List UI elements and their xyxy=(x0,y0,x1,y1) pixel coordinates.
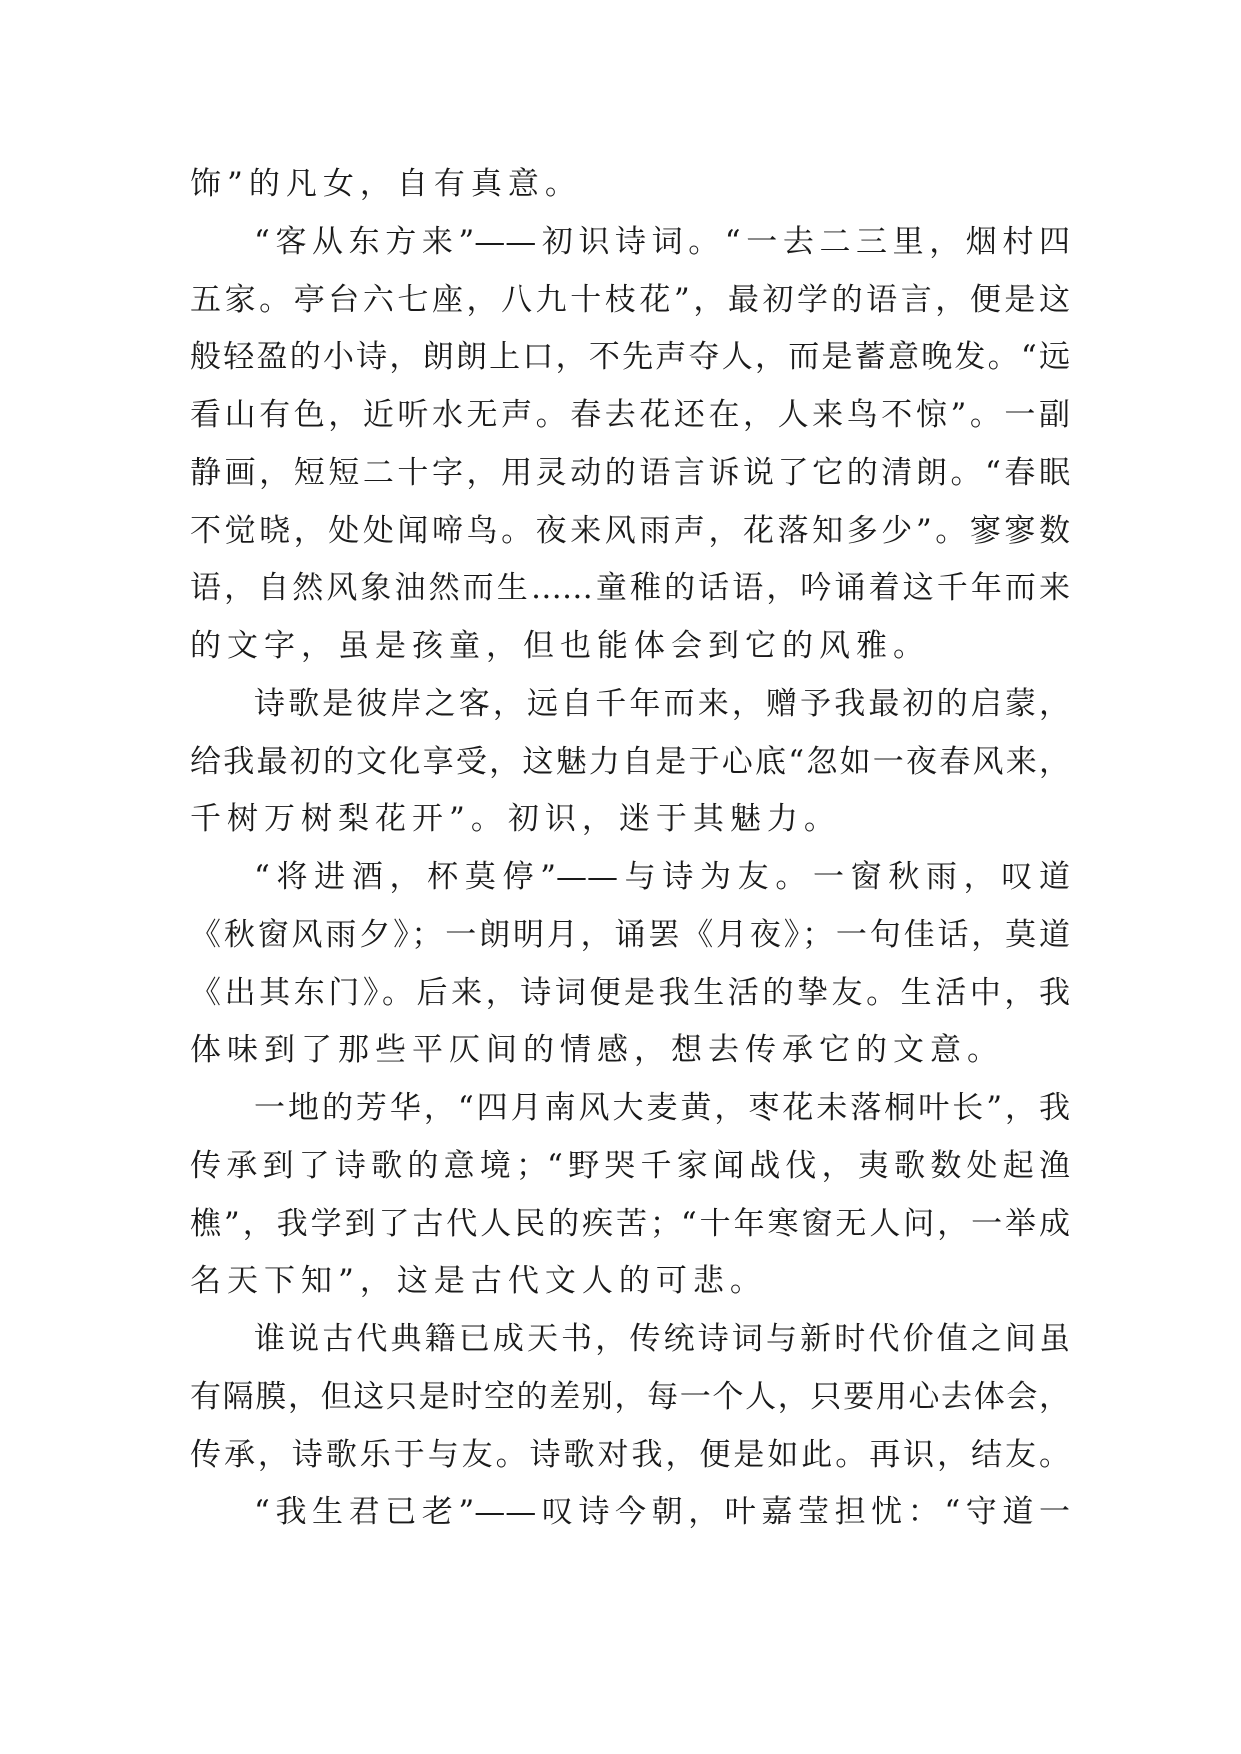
text-line: 传承，诗歌乐于与友。诗歌对我，便是如此。再识，结友。 xyxy=(190,1436,1070,1473)
text-line: 体味到了那些平仄间的情感，想去传承它的文意。 xyxy=(190,1032,1004,1069)
text-line: 千树万树梨花开”。初识，迷于其魅力。 xyxy=(190,801,841,838)
text-line: 《出其东门》。后来，诗词便是我生活的挚友。生活中，我 xyxy=(190,974,1070,1011)
text-line: “我生君已老”——叹诗今朝，叶嘉莹担忧：“守道一 xyxy=(254,1494,1070,1531)
text-line: 给我最初的文化享受，这魅力自是于心底“忽如一夜春风来， xyxy=(190,743,1070,780)
text-line: “将进酒，杯莫停”——与诗为友。一窗秋雨，叹道 xyxy=(254,859,1070,895)
text-line: 《秋窗风雨夕》；一朗明月，诵罢《月夜》；一句佳话，莫道 xyxy=(190,916,1070,953)
text-line: 谁说古代典籍已成天书，传统诗词与新时代价值之间虽 xyxy=(254,1321,1070,1357)
text-line: 五家。亭台六七座，八九十枝花”，最初学的语言，便是这 xyxy=(190,281,1070,318)
text-line: “客从东方来”——初识诗词。“一去二三里，烟村四 xyxy=(254,223,1070,260)
text-line: 诗歌是彼岸之客，远自千年而来，赠予我最初的启蒙， xyxy=(254,685,1070,722)
essay-body xyxy=(190,156,1070,1542)
text-line: 语，自然风象油然而生……童稚的话语，吟诵着这千年而来 xyxy=(190,570,1070,607)
text-line: 不觉晓，处处闻啼鸟。夜来风雨声，花落知多少”。寥寥数 xyxy=(190,512,1070,549)
text-line: 静画，短短二十字，用灵动的语言诉说了它的清朗。“春眠 xyxy=(190,454,1070,491)
text-line: 的文字，虽是孩童，但也能体会到它的风雅。 xyxy=(190,628,930,664)
text-line: 名天下知”，这是古代文人的可悲。 xyxy=(190,1263,767,1300)
text-line: 一地的芳华，“四月南风大麦黄，枣花未落桐叶长”，我 xyxy=(254,1090,1070,1126)
text-line: 看山有色，近听水无声。春去花还在，人来鸟不惊”。一副 xyxy=(190,397,1070,433)
text-line: 有隔膜，但这只是时空的差别，每一个人，只要用心去体会， xyxy=(190,1378,1070,1415)
text-line: 饰”的凡女，自有真意。 xyxy=(190,166,582,202)
text-line: 樵”，我学到了古代人民的疾苦；“十年寒窗无人问，一举成 xyxy=(190,1205,1070,1242)
text-line: 传承到了诗歌的意境；“野哭千家闻战伐，夷歌数处起渔 xyxy=(190,1147,1070,1184)
text-line: 般轻盈的小诗，朗朗上口，不先声夺人，而是蓄意晚发。“远 xyxy=(190,339,1070,376)
